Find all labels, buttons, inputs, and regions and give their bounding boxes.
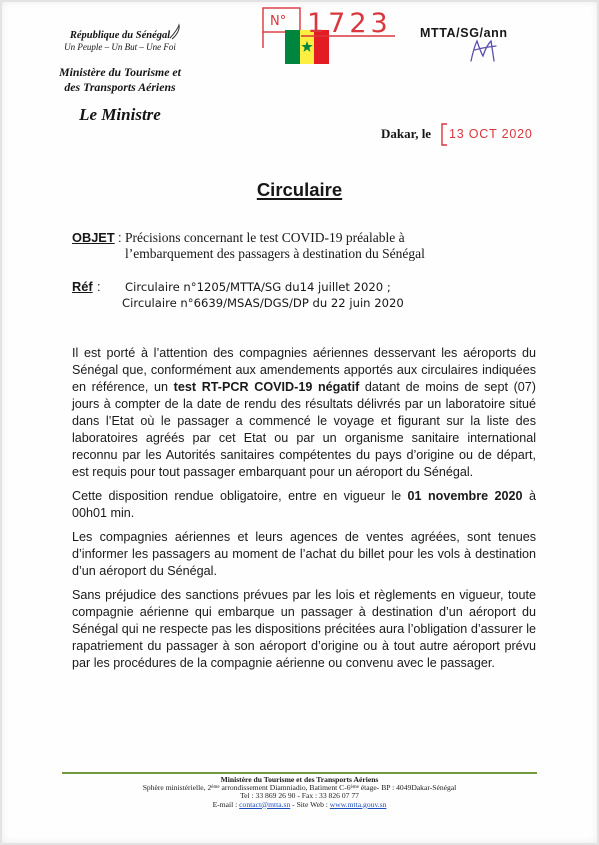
signatory-title: Le Ministre — [79, 105, 161, 124]
objet-line-2: l’embarquement des passagers à destination du Sénégal — [125, 246, 425, 261]
flourish-ornament-icon — [168, 23, 182, 41]
footer-address-sup: ème — [350, 785, 359, 791]
reference-line-2: Circulaire n°6639/MSAS/DGS/DP du 22 juin 2020 — [122, 296, 404, 310]
registration-stamp — [255, 4, 400, 68]
website-link[interactable]: www.mtta.gouv.sn — [329, 799, 387, 809]
objet-separator: : — [118, 230, 122, 245]
circular-body — [72, 345, 536, 679]
national-motto: Un Peuple – Un But – Une Foi — [64, 42, 176, 52]
ministry-name-line1: Ministère du Tourisme et — [59, 65, 181, 79]
objet-label: OBJET — [72, 230, 115, 245]
registration-number: 1723 — [307, 8, 392, 39]
footer-address-part: arrondissement Diamniadio, Batiment C-6 — [219, 783, 351, 793]
date-stamp-bracket — [439, 122, 449, 148]
reference-line-1: Circulaire n°1205/MTTA/SG du14 juillet 2020 ; — [125, 280, 391, 294]
references-separator: : — [97, 279, 101, 294]
document-title-text: Circulaire — [256, 179, 343, 200]
handwritten-initials — [466, 38, 500, 64]
body-paragraph-1 — [72, 345, 536, 481]
document-title — [0, 179, 599, 201]
date-stamp: 13 OCT 2020 — [449, 127, 533, 141]
footer — [62, 776, 537, 809]
p1-text-end: datant de moins de sept (07) jours à compter de la date de rendu des résultats délivrés par un laboratoire situé dans l’Etat où le passager a commencé le voyage et figurant sur la liste des laboratoires agréés par cet Etat ou par un organisme sanitaire international reconnu par les Autorités sanitaires compétentes du pays d’origine ou de départ, est requis pour tout passager embarquant pour un aéroport du Sénégal. — [72, 380, 536, 479]
letterhead — [40, 29, 200, 125]
footer-address-part: Sphère ministérielle, 2 — [142, 783, 212, 793]
republic-name: République du Sénégal — [69, 30, 171, 41]
footer-ministry: Ministère du Tourisme et des Transports Aériens — [220, 775, 379, 784]
objet-line-1: Précisions concernant le test COVID-19 préalable à — [125, 230, 405, 245]
references-label: Réf — [72, 279, 93, 294]
website-label: - Site Web : — [290, 799, 330, 809]
body-paragraph-3: Les compagnies aériennes et leurs agences de ventes agréées, sont tenues d’informer les passagers au moment de l’achat du billet pour les vols à destination d’un aéroport du Sénégal. — [72, 530, 536, 578]
flag-green-stripe — [285, 30, 300, 64]
footer-address-part: étage- BP : 4049Dakar-Sénégal — [358, 783, 457, 793]
email-link[interactable]: contact@mtta.sn — [239, 799, 291, 809]
ministry-name-line2: des Transports Aériens — [64, 80, 176, 94]
dateline-place: Dakar, le — [381, 126, 432, 141]
p2-text-start: Cette disposition rendue obligatoire, entre en vigueur le — [72, 489, 408, 503]
footer-contact — [62, 801, 537, 809]
body-paragraph-2 — [72, 488, 536, 522]
email-label: E-mail : — [212, 799, 240, 809]
footer-address-sup: ème — [211, 785, 220, 791]
p1-emphasis: test RT-PCR COVID-19 négatif — [173, 380, 360, 394]
footer-phone-fax: Tel : 33 869 26 90 - Fax : 33 826 07 77 — [240, 791, 359, 801]
reference-code: MTTA/SG/ann — [420, 26, 508, 40]
p1-text-start: Il est porté à l’attention des compagnies aériennes desservant les aéroports du Sénégal que, conformément aux amendements apportés aux circulaires indiquées en référence, un — [72, 346, 536, 394]
p2-text-end: à 00h01 min. — [72, 489, 536, 520]
registration-number-label: N° — [270, 14, 287, 29]
footer-rule — [62, 772, 537, 774]
body-paragraph-4: Sans préjudice des sanctions prévues par les lois et règlements en vigueur, toute compagnie aérienne qui embarque un passager à destination d’un aéroport du Sénégal qui ne respecte pas les dispositions précitées aura l’obligation d’assurer le rapatriement du passager à son aéroport d’origine ou à tout autre aéroport prévu par les procédures de la compagnie aérienne ou convenu avec le passager. — [72, 588, 536, 670]
p2-emphasis: 01 novembre 2020 — [407, 489, 523, 503]
